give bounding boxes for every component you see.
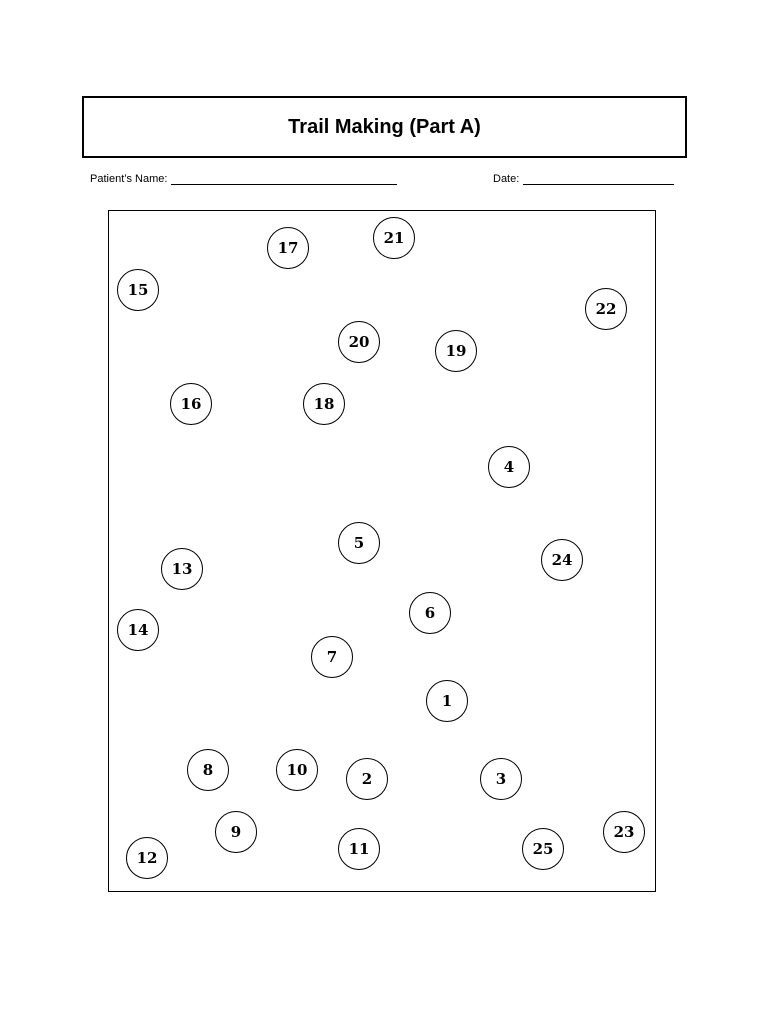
- trail-circle-14[interactable]: 14: [117, 609, 159, 651]
- trail-circle-4[interactable]: 4: [488, 446, 530, 488]
- patient-name-line[interactable]: [171, 172, 397, 185]
- trail-circle-6[interactable]: 6: [409, 592, 451, 634]
- title-text: Trail Making (Part A): [288, 115, 481, 138]
- trail-circle-3[interactable]: 3: [480, 758, 522, 800]
- page-title: [82, 96, 687, 158]
- trail-circle-15[interactable]: 15: [117, 269, 159, 311]
- trail-circle-11[interactable]: 11: [338, 828, 380, 870]
- trail-circle-19[interactable]: 19: [435, 330, 477, 372]
- trail-circle-10[interactable]: 10: [276, 749, 318, 791]
- trail-circle-16[interactable]: 16: [170, 383, 212, 425]
- trail-circle-2[interactable]: 2: [346, 758, 388, 800]
- trail-circle-8[interactable]: 8: [187, 749, 229, 791]
- trail-circle-22[interactable]: 22: [585, 288, 627, 330]
- trail-circle-5[interactable]: 5: [338, 522, 380, 564]
- patient-name-field: [90, 172, 397, 185]
- date-field: [493, 172, 674, 185]
- trail-circle-9[interactable]: 9: [215, 811, 257, 853]
- trail-circle-13[interactable]: 13: [161, 548, 203, 590]
- trail-circle-1[interactable]: 1: [426, 680, 468, 722]
- date-line[interactable]: [523, 172, 674, 185]
- trail-circle-20[interactable]: 20: [338, 321, 380, 363]
- trail-circle-25[interactable]: 25: [522, 828, 564, 870]
- trail-circle-21[interactable]: 21: [373, 217, 415, 259]
- patient-name-label: Patient’s Name:: [90, 173, 168, 185]
- trail-circle-17[interactable]: 17: [267, 227, 309, 269]
- trail-circle-23[interactable]: 23: [603, 811, 645, 853]
- trail-circle-18[interactable]: 18: [303, 383, 345, 425]
- date-label: Date:: [493, 173, 520, 185]
- trail-circle-7[interactable]: 7: [311, 636, 353, 678]
- trail-circle-12[interactable]: 12: [126, 837, 168, 879]
- trail-circle-24[interactable]: 24: [541, 539, 583, 581]
